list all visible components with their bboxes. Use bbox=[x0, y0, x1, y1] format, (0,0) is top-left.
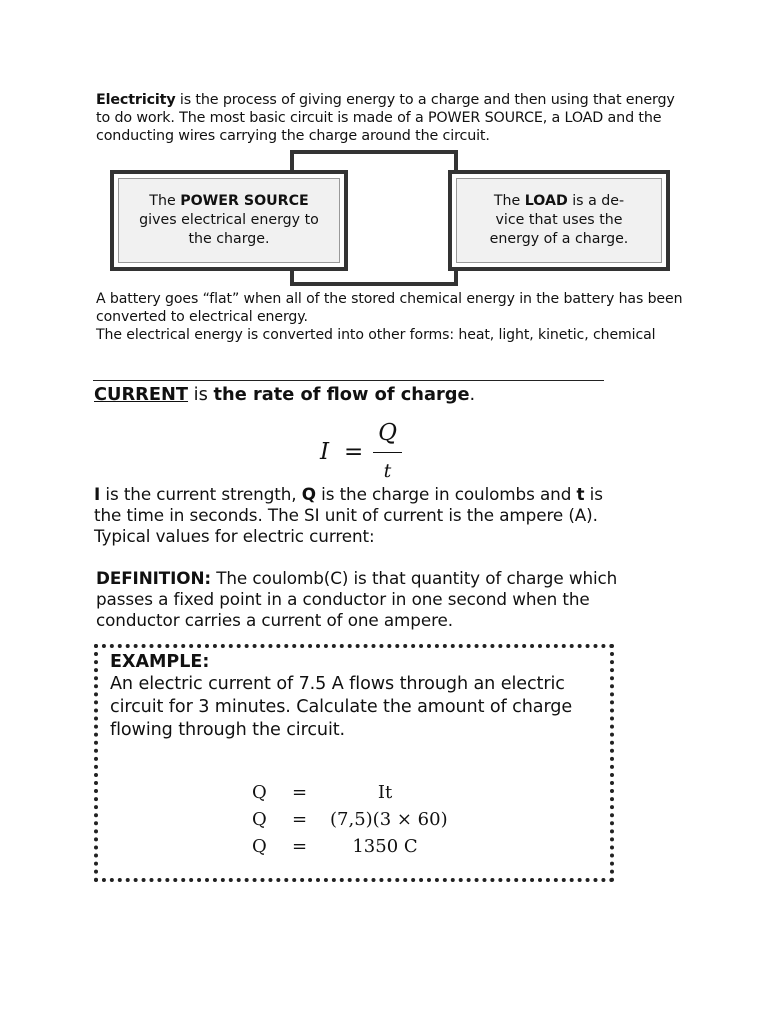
definition-label: DEFINITION: bbox=[96, 568, 212, 588]
formula-lhs: I bbox=[320, 439, 330, 465]
symbol-t: t bbox=[576, 484, 585, 504]
calc-lhs: Q bbox=[252, 836, 267, 857]
example-heading: EXAMPLE: bbox=[110, 652, 210, 672]
calc-row bbox=[252, 782, 512, 809]
symbol-Q: Q bbox=[301, 484, 316, 504]
current-term: CURRENT bbox=[94, 384, 189, 405]
load-rest: is a de-vice that uses the energy of a charge. bbox=[489, 193, 629, 247]
current-desc-text-1: is the current strength, bbox=[100, 484, 302, 504]
current-is: is bbox=[188, 384, 214, 405]
calc-rhs: (7,5)(3 × 60) bbox=[330, 809, 448, 830]
example-calculation bbox=[252, 782, 512, 863]
intro-paragraph bbox=[96, 91, 686, 145]
power-source-text: gives electrical energy to the charge. bbox=[139, 212, 319, 247]
load-text bbox=[484, 192, 634, 249]
intro-term: Electricity bbox=[96, 92, 176, 108]
power-source-prefix: The bbox=[149, 193, 181, 209]
load-box bbox=[448, 170, 670, 271]
calc-row bbox=[252, 836, 512, 863]
calc-rhs: It bbox=[377, 782, 393, 803]
fraction-bar bbox=[373, 452, 402, 453]
current-desc-text-2: is the charge in coulombs and bbox=[315, 484, 577, 504]
current-formula bbox=[320, 420, 410, 488]
power-source-title: POWER SOURCE bbox=[180, 193, 309, 209]
battery-line-1: A battery goes “flat” when all of the stored chemical energy in the battery has been converted to electrical energy. bbox=[96, 291, 683, 325]
formula-numerator: Q bbox=[378, 420, 397, 446]
example-text: An electric current of 7.5 A flows through an electric circuit for 3 minutes. Calculate the amount of charge flowing through the circuit. bbox=[110, 674, 573, 740]
formula-denominator: t bbox=[383, 460, 392, 482]
calc-equals: = bbox=[292, 782, 308, 803]
load-prefix: The bbox=[493, 193, 525, 209]
symbol-I: I bbox=[94, 484, 101, 504]
current-desc-text-3: is the time in seconds. The SI unit of current is the ampere (A). Typical values for electric current: bbox=[94, 484, 603, 546]
load-title: LOAD bbox=[524, 193, 568, 209]
calc-rhs: 1350 C bbox=[352, 836, 418, 857]
current-description bbox=[94, 484, 634, 547]
power-source-box bbox=[110, 170, 348, 271]
current-period: . bbox=[469, 384, 476, 405]
calc-row bbox=[252, 809, 512, 836]
battery-paragraph bbox=[96, 290, 686, 344]
circuit-diagram bbox=[110, 150, 670, 285]
calc-equals: = bbox=[292, 809, 308, 830]
intro-text: is the process of giving energy to a charge and then using that energy to do work. The most basic circuit is made of a POWER SOURCE, a LOAD and the conducting wires carrying the charge around the circuit. bbox=[96, 92, 675, 144]
current-heading bbox=[94, 383, 475, 407]
calc-equals: = bbox=[292, 836, 308, 857]
formula-equals: = bbox=[344, 439, 364, 465]
section-divider bbox=[93, 380, 604, 381]
battery-line-2: The electrical energy is converted into other forms: heat, light, kinetic, chemical bbox=[96, 327, 656, 343]
calc-lhs: Q bbox=[252, 809, 267, 830]
calc-lhs: Q bbox=[252, 782, 267, 803]
coulomb-definition bbox=[96, 568, 636, 631]
current-definition: the rate of flow of charge bbox=[213, 384, 470, 405]
definition-text: The coulomb(C) is that quantity of charge which passes a fixed point in a conductor in one second when the conductor carries a current of one ampere. bbox=[96, 568, 618, 630]
